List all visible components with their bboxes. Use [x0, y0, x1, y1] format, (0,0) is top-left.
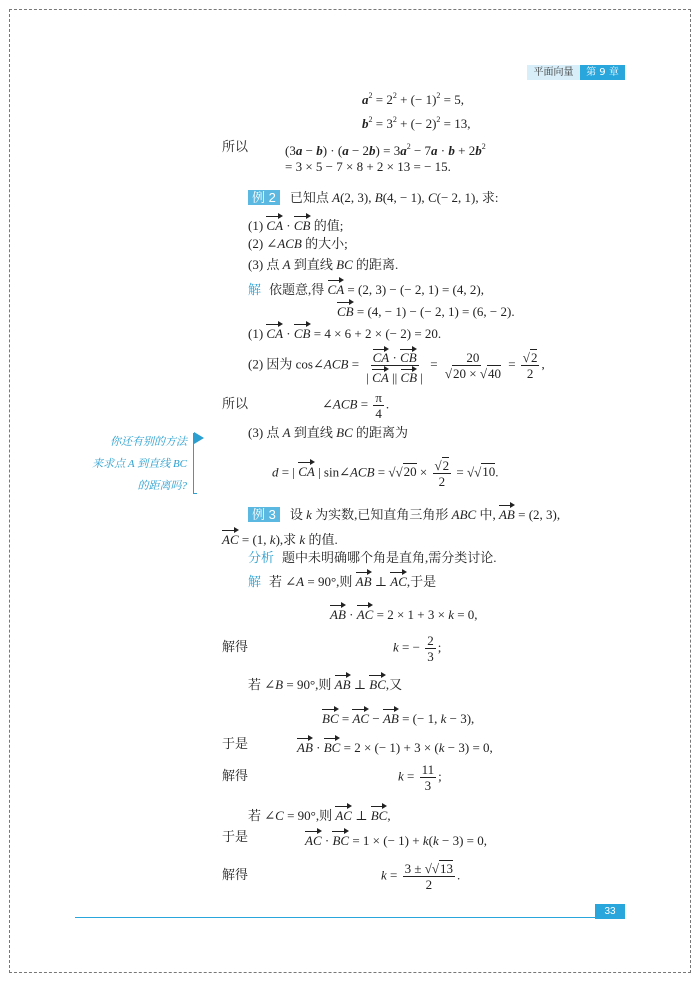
text-line: [248, 277, 484, 299]
text-line: [248, 189, 498, 207]
math-text: = √: [374, 463, 396, 479]
vector-variable: b: [475, 143, 482, 158]
math-text: 2: [526, 365, 534, 381]
numerator: [433, 458, 452, 474]
example-label: 例 3: [248, 507, 280, 522]
vector: AC: [335, 803, 352, 825]
fraction: [420, 762, 437, 793]
sqrt: √40: [479, 365, 501, 381]
math-text: 已知点: [289, 190, 333, 205]
vector: CA: [298, 459, 315, 481]
math-text: = 4 × 6 + 2 × (− 2) = 20.: [310, 326, 442, 341]
superscript: 2: [406, 142, 411, 151]
math-text: + 2: [454, 143, 476, 158]
math-text: 3: [424, 777, 432, 793]
math-text: ⊥: [351, 808, 371, 823]
math-text: ,: [541, 355, 545, 371]
section-title: 平面向量: [527, 65, 580, 80]
superscript: 2: [436, 115, 441, 124]
math-text: = √: [453, 463, 475, 479]
text-line: [381, 861, 460, 892]
math-variable: d: [272, 463, 279, 479]
math-text: ,又: [385, 677, 403, 692]
numerator: [420, 762, 437, 778]
math-text: 所以: [222, 139, 249, 154]
math-text: ;: [438, 767, 442, 783]
math-text: 依题意,得: [269, 282, 328, 297]
text-line: [248, 213, 343, 235]
side-note-line: 来求点 A 到直线 BC: [92, 458, 187, 470]
math-text: −: [302, 143, 317, 158]
math-text: (3) 点: [248, 425, 283, 440]
math-text: .: [385, 395, 390, 411]
math-text: ,: [387, 808, 391, 823]
solution-label: 解: [248, 282, 262, 297]
math-variable: k: [381, 866, 387, 882]
math-text: = −: [398, 638, 424, 654]
math-text: =: [357, 395, 372, 411]
text-line: [222, 638, 248, 656]
radicand: 40: [487, 365, 501, 381]
math-text: 3: [427, 648, 434, 664]
math-text: = 90°,则: [283, 677, 335, 692]
math-text: 题中未明确哪个角是直角,需分类讨论.: [282, 550, 497, 565]
denominator: [443, 366, 503, 381]
math-text: (4, − 1),: [382, 190, 428, 205]
math-text: ·: [312, 740, 324, 755]
text-line: [248, 672, 402, 694]
math-text: 解得: [222, 867, 249, 882]
math-text: .: [495, 463, 499, 479]
math-text: ) = 3: [375, 143, 401, 158]
denominator: [373, 406, 384, 421]
math-variable: A: [282, 425, 291, 440]
math-text: −: [369, 711, 383, 726]
math-text: (: [428, 833, 433, 848]
math-text: (3) 点: [248, 257, 283, 272]
math-text: =: [386, 866, 401, 882]
text-line: [285, 158, 451, 176]
math-text: 中,: [476, 507, 499, 522]
math-text: = 2 × 1 + 3 ×: [373, 607, 449, 622]
flag-icon: [194, 432, 204, 444]
vector: AC: [390, 569, 407, 591]
vector-variable: b: [316, 143, 323, 158]
math-text: ||: [388, 369, 401, 385]
math-text: + (− 1): [396, 92, 437, 107]
vector-variable: a: [431, 143, 438, 158]
math-text: 3 ± √: [404, 860, 432, 876]
text-line: [222, 395, 248, 413]
vector-variable: b: [369, 143, 376, 158]
math-variable: C: [427, 190, 437, 205]
vector: AB: [356, 569, 372, 591]
vector: AC: [305, 828, 322, 850]
vector: BC: [322, 706, 339, 728]
vector: AC: [222, 527, 239, 549]
math-variable: A: [296, 574, 305, 589]
vector: CB: [401, 366, 418, 385]
math-text: 于是: [222, 829, 249, 844]
superscript: 2: [392, 91, 397, 100]
math-text: 到直线: [290, 257, 337, 272]
denominator: [525, 366, 536, 381]
text-line: [305, 828, 487, 850]
text-line: [248, 424, 408, 442]
math-text: 的大小;: [301, 236, 348, 251]
math-variable: A: [282, 257, 291, 272]
vector: CB: [294, 321, 311, 343]
math-text: = (2, 3),: [514, 507, 561, 522]
math-variable: k: [269, 532, 276, 547]
footer-rule: [75, 917, 595, 918]
math-text: 2: [425, 876, 433, 892]
solution-label: 解: [248, 574, 262, 589]
math-text: 于是: [222, 736, 249, 751]
vector-variable: a: [400, 143, 407, 158]
math-text: + (− 2): [396, 116, 437, 131]
math-text: − 3),: [446, 711, 475, 726]
math-text: ×: [416, 463, 431, 479]
fraction: [364, 346, 425, 385]
math-text: ·: [321, 833, 333, 848]
text-line: [337, 299, 515, 321]
text-line: [222, 828, 248, 846]
math-text: |: [417, 369, 423, 385]
math-text: =: [338, 711, 353, 726]
math-text: = 2: [372, 92, 393, 107]
math-text: = 90°,则: [283, 808, 336, 823]
vector: AB: [335, 672, 351, 694]
math-text: 若 ∠: [269, 574, 297, 589]
text-line: [362, 111, 471, 133]
math-text: = 5,: [440, 92, 465, 107]
math-variable: ACB: [277, 236, 302, 251]
fraction: [443, 350, 503, 381]
vector: AB: [499, 502, 515, 524]
math-text: | sin∠: [314, 463, 350, 479]
math-text: 设: [289, 507, 307, 522]
math-variable: k: [393, 638, 399, 654]
math-text: 的值.: [305, 532, 338, 547]
text-line: [222, 527, 338, 549]
denominator: [364, 366, 425, 385]
math-variable: C: [275, 808, 284, 823]
radicand: 2: [530, 349, 538, 365]
math-text: 若 ∠: [248, 808, 276, 823]
math-text: ⊥: [371, 574, 391, 589]
math-variable: k: [299, 532, 306, 547]
math-variable: ACB: [332, 395, 358, 411]
vector-variable: b: [362, 116, 369, 131]
math-text: 解得: [222, 639, 249, 654]
math-text: 4: [375, 405, 382, 421]
sqrt: √13: [431, 860, 454, 876]
math-variable: k: [448, 607, 454, 622]
math-text: = (− 1,: [398, 711, 441, 726]
sqrt: √20: [444, 365, 466, 381]
math-text: 若 ∠: [248, 677, 276, 692]
math-text: ·: [283, 218, 294, 233]
math-text: = 3 × 5 − 7 × 8 + 2 × 13 = − 15.: [285, 159, 451, 174]
math-variable: B: [275, 677, 284, 692]
text-line: [322, 706, 474, 728]
side-note-line: 你还有别的方法: [110, 436, 187, 448]
math-text: 到直线: [290, 425, 337, 440]
math-text: 2: [427, 632, 434, 648]
vector: BC: [324, 735, 341, 757]
math-text: 为实数,已知直角三角形: [311, 507, 452, 522]
math-variable: A: [332, 190, 341, 205]
math-text: ×: [465, 365, 480, 381]
math-text: (3: [285, 143, 296, 158]
radicand: 20: [452, 365, 466, 381]
vector-variable: a: [342, 143, 349, 158]
vector: CA: [266, 321, 283, 343]
math-text: ) · (: [322, 143, 343, 158]
text-line: [248, 502, 560, 524]
denominator: [423, 778, 434, 793]
math-variable: BC: [336, 257, 353, 272]
math-text: =: [504, 355, 519, 371]
math-variable: k: [398, 767, 404, 783]
math-text: (2, 3),: [340, 190, 375, 205]
math-text: ,于是: [406, 574, 437, 589]
fraction: [521, 350, 540, 381]
text-line: [362, 87, 464, 109]
vector: CA: [372, 366, 389, 385]
denominator: [424, 877, 435, 892]
radicand: 13: [440, 860, 454, 876]
text-line: [297, 735, 493, 757]
fraction: [373, 390, 384, 421]
math-text: (− 2, 1), 求:: [436, 190, 499, 205]
fraction: [433, 458, 452, 489]
text-line: [322, 390, 389, 421]
math-variable: k: [432, 833, 439, 848]
vector-variable: b: [448, 143, 455, 158]
text-line: [222, 767, 248, 785]
vector: CA: [373, 346, 390, 365]
math-text: = (4, − 1) − (− 2, 1) = (6, − 2).: [353, 304, 515, 319]
solution-label: 分析: [248, 550, 275, 565]
math-text: ⊥: [350, 677, 370, 692]
math-text: = (1,: [238, 532, 270, 547]
numerator: [425, 633, 436, 649]
vector: BC: [371, 803, 388, 825]
superscript: 2: [436, 91, 441, 100]
text-line: [330, 602, 478, 624]
vector: BC: [369, 672, 386, 694]
math-text: − 2: [348, 143, 370, 158]
math-text: − 3) = 0,: [444, 740, 493, 755]
sqrt: √20: [395, 463, 417, 479]
math-text: = 2 × (− 1) + 3 × (: [340, 740, 439, 755]
text-line: [248, 321, 441, 343]
sqrt: √10: [474, 463, 496, 479]
text-line: [393, 633, 441, 664]
text-line: [248, 569, 436, 591]
radicand: 2: [442, 457, 450, 473]
text-line: [248, 803, 391, 825]
vector: AC: [357, 602, 374, 624]
math-text: = 0,: [453, 607, 478, 622]
math-text: = 1 × (− 1) +: [349, 833, 423, 848]
numerator: [373, 390, 384, 406]
denominator: [425, 649, 436, 664]
math-text: π: [375, 389, 382, 405]
math-variable: B: [374, 190, 383, 205]
fraction: [403, 861, 455, 892]
text-line: [248, 235, 348, 253]
math-text: =: [403, 767, 418, 783]
numerator: [371, 346, 419, 366]
math-variable: k: [422, 833, 429, 848]
math-text: (1): [248, 218, 267, 233]
superscript: 2: [368, 91, 373, 100]
math-text: ∠: [322, 395, 333, 411]
sqrt: √2: [522, 349, 538, 365]
vector: AB: [297, 735, 313, 757]
math-variable: ACB: [323, 355, 349, 371]
math-text: (2) ∠: [248, 236, 278, 251]
sqrt: √2: [434, 457, 450, 473]
math-text: ·: [345, 607, 357, 622]
math-text: (2) 因为 cos∠: [248, 355, 324, 371]
page-number: 33: [595, 904, 625, 919]
vector: AC: [352, 706, 369, 728]
numerator: [403, 861, 455, 877]
math-text: 解得: [222, 768, 249, 783]
math-text: 2: [438, 473, 446, 489]
text-line: [248, 346, 545, 385]
math-text: − 3) = 0,: [438, 833, 487, 848]
math-variable: k: [440, 711, 447, 726]
math-variable: ABC: [451, 507, 477, 522]
math-variable: k: [306, 507, 312, 522]
math-text: 的值;: [310, 218, 344, 233]
math-text: (1): [248, 326, 267, 341]
text-line: [248, 549, 497, 567]
side-note: [60, 431, 187, 497]
math-text: 的距离为: [352, 425, 409, 440]
math-variable: BC: [336, 425, 353, 440]
radicand: 20: [403, 463, 417, 479]
math-text: ),求: [275, 532, 300, 547]
side-note-line: 的距离吗?: [137, 480, 187, 492]
math-text: 的距离.: [352, 257, 399, 272]
vector: CB: [337, 299, 354, 321]
vector-variable: a: [362, 92, 369, 107]
vector: AB: [330, 602, 346, 624]
vector: CB: [294, 213, 311, 235]
radicand: 10: [482, 463, 496, 479]
math-text: = 13,: [440, 116, 471, 131]
text-line: [248, 256, 398, 274]
text-line: [222, 866, 248, 884]
superscript: 2: [392, 115, 397, 124]
text-line: [285, 138, 486, 160]
chapter-badge: 第 9 章: [580, 65, 625, 80]
vector-variable: a: [295, 143, 303, 158]
example-label: 例 2: [248, 190, 280, 205]
superscript: 2: [481, 142, 486, 151]
math-variable: ACB: [349, 463, 375, 479]
math-text: ·: [437, 143, 449, 158]
math-text: = (2, 3) − (− 2, 1) = (4, 2),: [344, 282, 484, 297]
text-line: [222, 735, 248, 753]
math-variable: k: [438, 740, 445, 755]
text-line: [272, 458, 499, 489]
math-text: 所以: [222, 396, 249, 411]
numerator: [521, 350, 540, 366]
math-text: ;: [437, 638, 442, 654]
superscript: 2: [368, 115, 373, 124]
text-line: [398, 762, 442, 793]
math-text: = |: [278, 463, 299, 479]
vector: AB: [383, 706, 399, 728]
denominator: [437, 474, 448, 489]
math-text: 20: [466, 349, 480, 365]
math-text: = 3: [372, 116, 393, 131]
vector: CA: [328, 277, 345, 299]
math-text: .: [457, 866, 461, 882]
vector: CA: [266, 213, 283, 235]
math-text: =: [348, 355, 363, 371]
math-text: =: [426, 355, 441, 371]
vector: BC: [332, 828, 349, 850]
math-text: 11: [421, 761, 435, 777]
math-text: − 7: [410, 143, 432, 158]
math-text: ·: [283, 326, 294, 341]
math-text: |: [366, 369, 373, 385]
vector: CB: [400, 346, 417, 365]
math-text: ·: [389, 349, 401, 365]
math-text: = 90°,则: [304, 574, 356, 589]
numerator: [464, 350, 481, 366]
fraction: [425, 633, 436, 664]
text-line: [222, 138, 248, 156]
